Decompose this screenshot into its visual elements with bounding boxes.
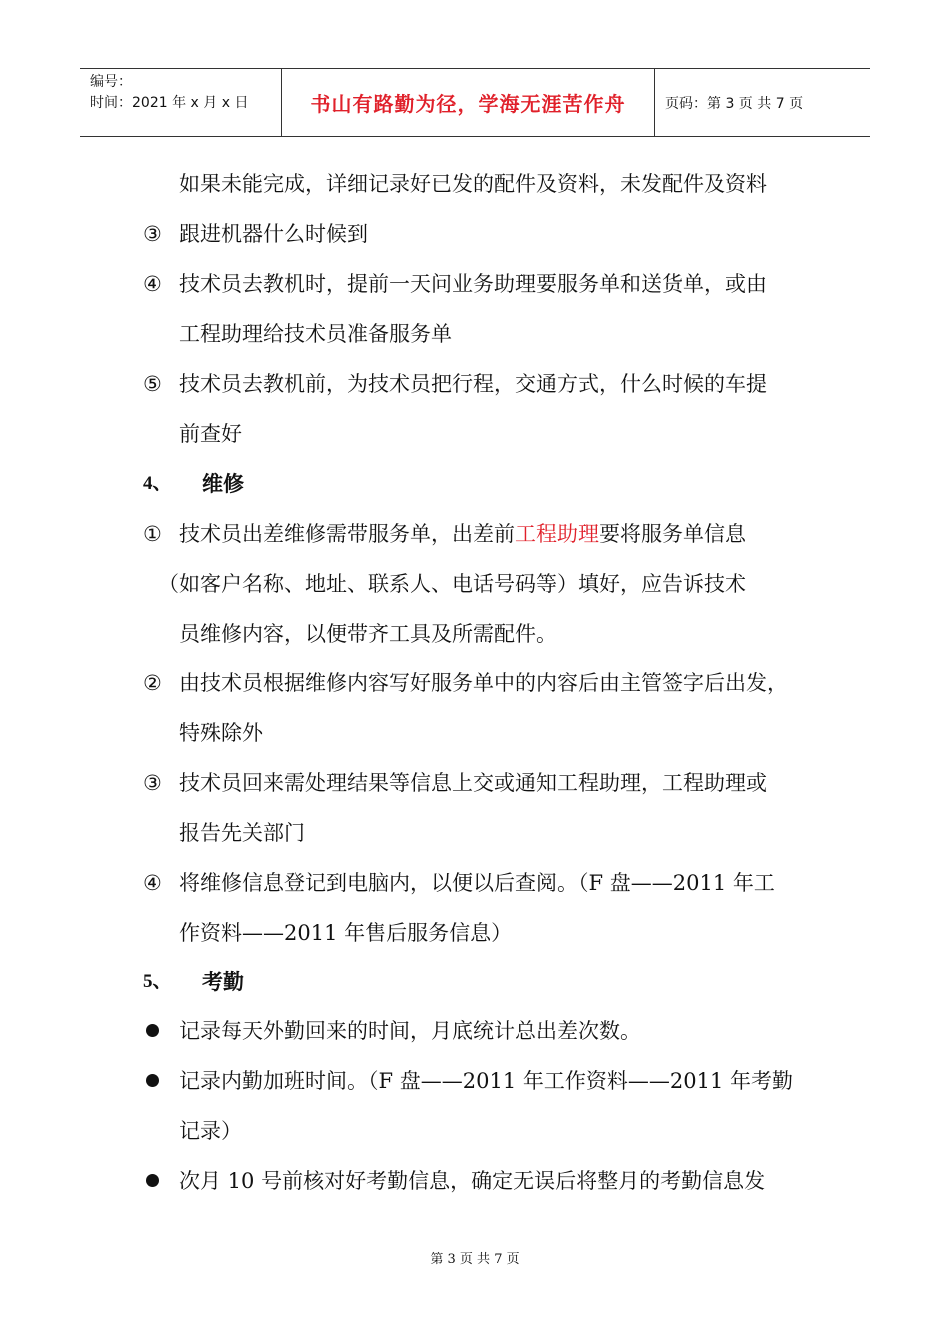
- section-number: 5、: [143, 971, 172, 992]
- list-marker: ④: [143, 871, 162, 895]
- section-number: 4、: [143, 473, 172, 494]
- body-line: 记录）: [179, 1119, 242, 1143]
- bullet-icon: [146, 1024, 159, 1037]
- document-number-label: 编号：: [90, 74, 132, 90]
- body-line: 员维修内容，以便带齐工具及所需配件。: [179, 622, 557, 646]
- body-line: 特殊除外: [179, 721, 263, 745]
- section-heading: 维修: [202, 471, 244, 496]
- highlighted-text: 工程助理: [515, 522, 599, 546]
- list-marker: ①: [143, 522, 162, 546]
- body-line: 工程助理给技术员准备服务单: [179, 322, 452, 346]
- body-line: 前查好: [179, 422, 242, 446]
- body-line: 将维修信息登记到电脑内，以便以后查阅。（F 盘——2011 年工: [179, 871, 775, 895]
- body-line: 由技术员根据维修内容写好服务单中的内容后由主管签字后出发，: [179, 671, 788, 695]
- body-line: 技术员去教机时，提前一天问业务助理要服务单和送货单，或由: [179, 272, 767, 296]
- body-line: 技术员回来需处理结果等信息上交或通知工程助理，工程助理或: [179, 771, 767, 795]
- list-marker: ⑤: [143, 372, 162, 396]
- body-line: （如客户名称、地址、联系人、电话号码等）填好，应告诉技术: [158, 572, 746, 596]
- list-marker: ④: [143, 272, 162, 296]
- body-text: 要将服务单信息: [599, 522, 746, 546]
- page-footer: 第 3 页 共 7 页: [430, 1252, 520, 1267]
- bullet-icon: [146, 1074, 159, 1087]
- section-heading: 考勤: [202, 969, 244, 994]
- body-line: 记录每天外勤回来的时间，月底统计总出差次数。: [179, 1019, 641, 1043]
- body-line: 次月 10 号前核对好考勤信息，确定无误后将整月的考勤信息发: [179, 1169, 766, 1193]
- body-line: 技术员去教机前，为技术员把行程，交通方式，什么时候的车提: [179, 372, 767, 396]
- body-line: [179, 521, 746, 547]
- body-line: 记录内勤加班时间。（F 盘——2011 年工作资料——2011 年考勤: [179, 1069, 793, 1093]
- body-line: 如果未能完成，详细记录好已发的配件及资料，未发配件及资料: [179, 172, 767, 196]
- document-date-label: 时间：2021 年 x 月 x 日: [90, 95, 249, 111]
- header-page-number: 页码：第 3 页 共 7 页: [665, 95, 804, 112]
- list-marker: ③: [143, 771, 162, 795]
- body-line: 跟进机器什么时候到: [179, 222, 368, 246]
- header-motto: 书山有路勤为径，学海无涯苦作舟: [282, 69, 655, 136]
- list-marker: ③: [143, 222, 162, 246]
- list-marker: ②: [143, 671, 162, 695]
- body-line: 报告先关部门: [179, 821, 305, 845]
- page-header: [80, 68, 870, 137]
- bullet-icon: [146, 1174, 159, 1187]
- body-text: 技术员出差维修需带服务单，出差前: [179, 522, 515, 546]
- header-meta: [80, 69, 282, 136]
- body-line: 作资料——2011 年售后服务信息）: [179, 921, 513, 945]
